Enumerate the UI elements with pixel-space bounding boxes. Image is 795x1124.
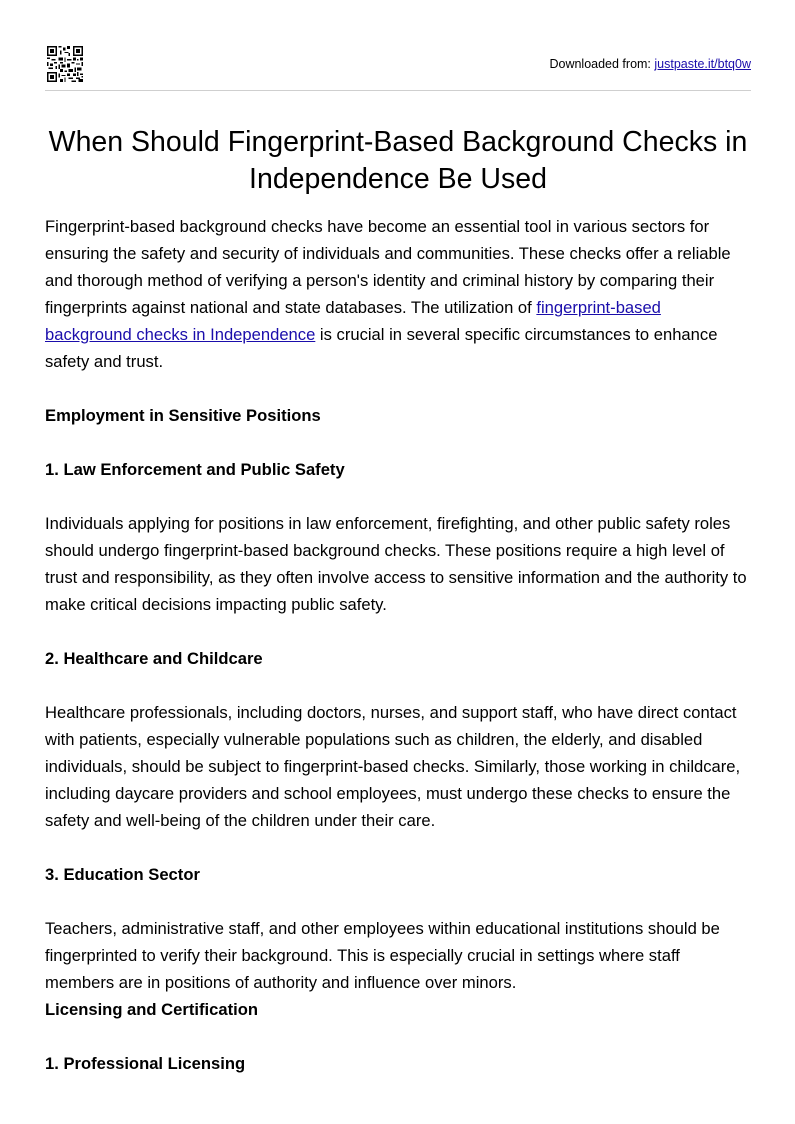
downloaded-from-label: Downloaded from: <box>549 57 651 71</box>
education-paragraph: Teachers, administrative staff, and other employees within educational institutions should be fingerprinted to verify their background. This is especially crucial in settings where staff members are in positions of authority and influence over minors. <box>45 919 720 992</box>
download-source <box>549 57 751 71</box>
header-divider <box>45 90 751 91</box>
law-enforcement-paragraph: Individuals applying for positions in law enforcement, firefighting, and other public safety roles should undergo fingerprint-based background checks. These positions require a high level of trust and responsibility, as they often involve access to sensitive information and the authority to make critical decisions impacting public safety. <box>45 514 747 614</box>
source-link[interactable]: justpaste.it/btq0w <box>654 57 751 71</box>
licensing-heading: Licensing and Certification <box>45 1000 258 1019</box>
healthcare-heading: 2. Healthcare and Childcare <box>45 649 263 668</box>
fingerprint-checks-link[interactable]: fingerprint-based background checks in Independence <box>45 298 661 344</box>
healthcare-paragraph: Healthcare professionals, including doctors, nurses, and support staff, who have direct contact with patients, especially vulnerable populations such as children, the elderly, and disabled individuals, should be subject to fingerprint-based checks. Similarly, those working in childcare, including daycare providers and school employees, must undergo these checks to ensure the safety and well-being of the children under their care. <box>45 703 741 830</box>
intro-text-start: Fingerprint-based background checks have become an essential tool in various sectors for ensuring the safety and security of individuals and communities. These checks offer a reliable and thorough method of verifying a person's identity and criminal history by comparing their fingerprints against national and state databases. The utilization of <box>45 217 731 317</box>
law-enforcement-heading: 1. Law Enforcement and Public Safety <box>45 460 345 479</box>
article-body <box>45 213 751 1077</box>
intro-paragraph <box>45 213 751 375</box>
page-title: When Should Fingerprint-Based Background Checks in Independence Be Used <box>48 126 748 195</box>
page-header <box>45 0 751 90</box>
intro-text-end: is crucial in several specific circumstances to enhance safety and trust. <box>45 325 718 371</box>
professional-licensing-heading: 1. Professional Licensing <box>45 1054 246 1073</box>
education-heading: 3. Education Sector <box>45 865 200 884</box>
employment-heading: Employment in Sensitive Positions <box>45 406 321 425</box>
qr-code-icon <box>47 46 83 82</box>
